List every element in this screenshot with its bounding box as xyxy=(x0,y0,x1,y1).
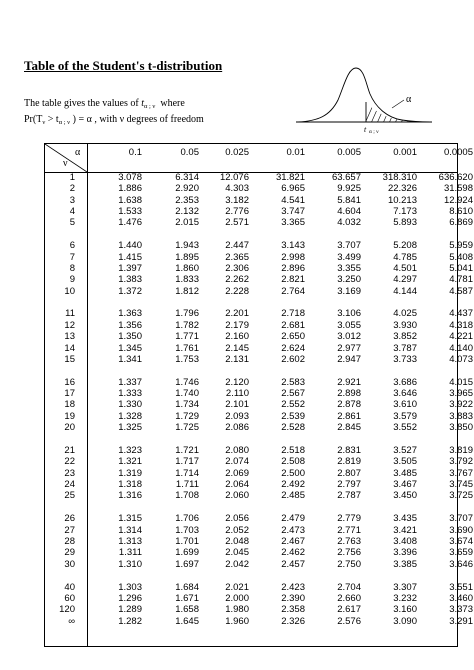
critical-value: 5.841 xyxy=(337,195,361,206)
critical-value: 1.372 xyxy=(118,286,142,297)
critical-value: 2.819 xyxy=(337,456,361,467)
critical-value: 3.852 xyxy=(393,331,417,342)
critical-value: 3.408 xyxy=(393,536,417,547)
t-symbol: t xyxy=(141,98,144,109)
critical-value: 3.646 xyxy=(449,559,473,570)
critical-value: 2.681 xyxy=(281,320,305,331)
critical-value: 2.920 xyxy=(175,183,199,194)
critical-value: 2.861 xyxy=(337,411,361,422)
degrees-of-freedom: 60 xyxy=(64,593,75,604)
critical-value: 1.717 xyxy=(175,456,199,467)
critical-value: 3.883 xyxy=(449,411,473,422)
critical-value: 3.307 xyxy=(393,582,417,593)
critical-value: 2.571 xyxy=(225,217,249,228)
critical-value: 3.659 xyxy=(449,547,473,558)
critical-value: 2.326 xyxy=(281,616,305,627)
critical-value: 2.704 xyxy=(337,582,361,593)
critical-value: 4.073 xyxy=(449,354,473,365)
critical-value: 4.604 xyxy=(337,206,361,217)
critical-value: 2.764 xyxy=(281,286,305,297)
critical-value: 1.734 xyxy=(175,399,199,410)
critical-value: 2.000 xyxy=(225,593,249,604)
critical-value: 3.291 xyxy=(449,616,473,627)
critical-value: 3.922 xyxy=(449,399,473,410)
critical-value: 3.055 xyxy=(337,320,361,331)
critical-value: 2.896 xyxy=(281,263,305,274)
critical-value: 2.776 xyxy=(225,206,249,217)
critical-value: 5.408 xyxy=(449,252,473,263)
critical-value: 1.282 xyxy=(118,616,142,627)
critical-value: 2.048 xyxy=(225,536,249,547)
critical-value: 1.708 xyxy=(175,490,199,501)
critical-value: 3.012 xyxy=(337,331,361,342)
critical-value: 3.686 xyxy=(393,377,417,388)
t-label-subscript: α ; ν xyxy=(369,129,379,134)
critical-value: 4.144 xyxy=(393,286,417,297)
critical-value: 1.363 xyxy=(118,308,142,319)
critical-value: 3.421 xyxy=(393,525,417,536)
degrees-of-freedom: 16 xyxy=(64,377,75,388)
degrees-of-freedom: 2 xyxy=(69,183,75,194)
critical-value: 6.869 xyxy=(449,217,473,228)
critical-value: 2.120 xyxy=(225,377,249,388)
critical-value: 2.878 xyxy=(337,399,361,410)
critical-value: 1.860 xyxy=(175,263,199,274)
critical-value: 1.812 xyxy=(175,286,199,297)
critical-value: 2.179 xyxy=(225,320,249,331)
critical-value: 2.101 xyxy=(225,399,249,410)
critical-value: 22.326 xyxy=(387,183,417,194)
alpha-column-header: 0.025 xyxy=(225,147,249,158)
critical-value: 1.729 xyxy=(175,411,199,422)
critical-value: 1.711 xyxy=(175,479,199,490)
critical-value: 2.518 xyxy=(281,445,305,456)
critical-value: 1.943 xyxy=(175,240,199,251)
critical-value: 2.977 xyxy=(337,343,361,354)
critical-value: 3.182 xyxy=(225,195,249,206)
critical-value: 1.782 xyxy=(175,320,199,331)
critical-value: 2.052 xyxy=(225,525,249,536)
critical-value: 318.310 xyxy=(382,172,417,183)
critical-value: 1.725 xyxy=(175,422,199,433)
degrees-of-freedom: 40 xyxy=(64,582,75,593)
critical-value: 1.740 xyxy=(175,388,199,399)
critical-value: 3.365 xyxy=(281,217,305,228)
degrees-of-freedom: 17 xyxy=(64,388,75,399)
critical-value: 2.093 xyxy=(225,411,249,422)
critical-value: 3.787 xyxy=(393,343,417,354)
degrees-of-freedom: 5 xyxy=(69,217,75,228)
critical-value: 4.297 xyxy=(393,274,417,285)
critical-value: 3.460 xyxy=(449,593,473,604)
alpha-column-header: 0.001 xyxy=(393,147,417,158)
degrees-of-freedom: 14 xyxy=(64,343,75,354)
critical-value: 1.356 xyxy=(118,320,142,331)
critical-value: 2.718 xyxy=(281,308,305,319)
critical-value: 7.173 xyxy=(393,206,417,217)
critical-value: 2.500 xyxy=(281,468,305,479)
critical-value: 2.528 xyxy=(281,422,305,433)
degrees-of-freedom: 13 xyxy=(64,331,75,342)
critical-value: 2.021 xyxy=(225,582,249,593)
critical-value: 3.792 xyxy=(449,456,473,467)
degrees-of-freedom: 21 xyxy=(64,445,75,456)
critical-value: 3.819 xyxy=(449,445,473,456)
critical-value: 3.850 xyxy=(449,422,473,433)
critical-value: 2.797 xyxy=(337,479,361,490)
critical-value: 2.262 xyxy=(225,274,249,285)
degrees-of-freedom: 11 xyxy=(65,308,75,319)
critical-value: 2.056 xyxy=(225,513,249,524)
description-line-1 xyxy=(24,98,185,110)
degrees-of-freedom: 27 xyxy=(64,525,75,536)
critical-value: 4.015 xyxy=(449,377,473,388)
critical-value: 2.086 xyxy=(225,422,249,433)
critical-value: 31.821 xyxy=(275,172,305,183)
critical-value: 3.467 xyxy=(393,479,417,490)
degrees-of-freedom: 30 xyxy=(64,559,75,570)
critical-value: 2.771 xyxy=(337,525,361,536)
critical-value: 1.658 xyxy=(175,604,199,615)
critical-value: 1.771 xyxy=(175,331,199,342)
critical-value: 3.527 xyxy=(393,445,417,456)
t-alpha-nu-subscript: α ; ν xyxy=(58,119,71,126)
degrees-of-freedom: 1 xyxy=(69,172,75,183)
degrees-of-freedom: 28 xyxy=(64,536,75,547)
description-text: The table gives the values of xyxy=(24,98,139,109)
critical-value: 2.457 xyxy=(281,559,305,570)
critical-value: 5.959 xyxy=(449,240,473,251)
alpha-column-header: 0.05 xyxy=(180,147,199,158)
critical-value: 4.785 xyxy=(393,252,417,263)
critical-value: 2.624 xyxy=(281,343,305,354)
degrees-of-freedom: 120 xyxy=(59,604,75,615)
critical-value: 1.323 xyxy=(118,445,142,456)
critical-value: 1.341 xyxy=(118,354,142,365)
critical-value: 2.602 xyxy=(281,354,305,365)
pr-expression-end: ) = α , with ν degrees of freedom xyxy=(70,114,204,125)
alpha-column-header: 0.005 xyxy=(337,147,361,158)
critical-value: 2.583 xyxy=(281,377,305,388)
t-subscript: α ; ν xyxy=(143,103,156,110)
critical-value: 1.671 xyxy=(175,593,199,604)
critical-value: 1.886 xyxy=(118,183,142,194)
critical-value: 1.321 xyxy=(118,456,142,467)
degrees-of-freedom: 15 xyxy=(64,354,75,365)
critical-value: 2.015 xyxy=(175,217,199,228)
critical-value: 2.353 xyxy=(175,195,199,206)
degrees-of-freedom: 9 xyxy=(69,274,75,285)
degrees-of-freedom: 26 xyxy=(64,513,75,524)
critical-value: 1.533 xyxy=(118,206,142,217)
critical-value: 2.160 xyxy=(225,331,249,342)
pr-expression-mid: > t xyxy=(45,114,59,125)
critical-value: 3.674 xyxy=(449,536,473,547)
critical-value: 1.310 xyxy=(118,559,142,570)
critical-value: 2.131 xyxy=(225,354,249,365)
critical-value: 3.396 xyxy=(393,547,417,558)
critical-value: 1.701 xyxy=(175,536,199,547)
critical-value: 1.746 xyxy=(175,377,199,388)
critical-value: 2.807 xyxy=(337,468,361,479)
critical-value: 3.725 xyxy=(449,490,473,501)
critical-value: 2.473 xyxy=(281,525,305,536)
critical-value: 3.767 xyxy=(449,468,473,479)
critical-value: 1.296 xyxy=(118,593,142,604)
critical-value: 12.924 xyxy=(443,195,473,206)
critical-value: 1.703 xyxy=(175,525,199,536)
critical-value: 1.895 xyxy=(175,252,199,263)
critical-value: 1.638 xyxy=(118,195,142,206)
critical-value: 2.567 xyxy=(281,388,305,399)
critical-value: 3.690 xyxy=(449,525,473,536)
page-title: Table of the Student's t-distribution xyxy=(24,58,223,73)
degrees-of-freedom: 22 xyxy=(64,456,75,467)
critical-value: 1.313 xyxy=(118,536,142,547)
critical-value: 1.415 xyxy=(118,252,142,263)
critical-value: 2.462 xyxy=(281,547,305,558)
critical-value: 4.501 xyxy=(393,263,417,274)
critical-value: 12.076 xyxy=(219,172,249,183)
critical-value: 2.947 xyxy=(337,354,361,365)
critical-value: 1.761 xyxy=(175,343,199,354)
critical-value: 3.250 xyxy=(337,274,361,285)
critical-value: 2.898 xyxy=(337,388,361,399)
critical-value: 1.960 xyxy=(225,616,249,627)
critical-value: 1.753 xyxy=(175,354,199,365)
critical-value: 3.169 xyxy=(337,286,361,297)
critical-value: 63.657 xyxy=(331,172,361,183)
degrees-of-freedom: 7 xyxy=(69,252,75,263)
critical-value: 4.025 xyxy=(393,308,417,319)
degrees-of-freedom: 6 xyxy=(69,240,75,251)
critical-value: 2.763 xyxy=(337,536,361,547)
critical-value: 1.319 xyxy=(118,468,142,479)
critical-value: 10.213 xyxy=(387,195,417,206)
degrees-of-freedom: 23 xyxy=(64,468,75,479)
degrees-of-freedom: 19 xyxy=(64,411,75,422)
critical-value: 2.390 xyxy=(281,593,305,604)
degrees-of-freedom: 3 xyxy=(69,195,75,206)
critical-value: 2.617 xyxy=(337,604,361,615)
critical-value: 1.328 xyxy=(118,411,142,422)
critical-value: 1.383 xyxy=(118,274,142,285)
critical-value: 3.733 xyxy=(393,354,417,365)
critical-value: 3.579 xyxy=(393,411,417,422)
critical-value: 1.796 xyxy=(175,308,199,319)
description-line-2 xyxy=(24,114,204,126)
degrees-of-freedom: 8 xyxy=(69,263,75,274)
critical-value: 2.042 xyxy=(225,559,249,570)
critical-value: 2.552 xyxy=(281,399,305,410)
critical-value: 1.706 xyxy=(175,513,199,524)
critical-value: 1.289 xyxy=(118,604,142,615)
critical-value: 3.143 xyxy=(281,240,305,251)
critical-value: 6.314 xyxy=(175,172,199,183)
degrees-of-freedom: 12 xyxy=(64,320,75,331)
critical-value: 31.598 xyxy=(443,183,473,194)
critical-value: 1.318 xyxy=(118,479,142,490)
critical-value: 2.132 xyxy=(175,206,199,217)
critical-value: 2.110 xyxy=(225,388,249,399)
critical-value: 2.821 xyxy=(281,274,305,285)
degrees-of-freedom: ∞ xyxy=(68,616,75,627)
critical-value: 2.576 xyxy=(337,616,361,627)
critical-value: 1.337 xyxy=(118,377,142,388)
alpha-column-header: 0.01 xyxy=(286,147,305,158)
critical-value: 2.492 xyxy=(281,479,305,490)
pr-expression: Pr(T xyxy=(24,114,43,125)
critical-value: 2.060 xyxy=(225,490,249,501)
critical-value: 1.311 xyxy=(118,547,142,558)
critical-value: 5.041 xyxy=(449,263,473,274)
critical-value: 2.660 xyxy=(337,593,361,604)
critical-value: 1.440 xyxy=(118,240,142,251)
critical-value: 2.358 xyxy=(281,604,305,615)
critical-value: 5.893 xyxy=(393,217,417,228)
critical-value: 4.437 xyxy=(449,308,473,319)
critical-value: 3.355 xyxy=(337,263,361,274)
critical-value: 2.650 xyxy=(281,331,305,342)
critical-value: 3.078 xyxy=(118,172,142,183)
critical-value: 2.447 xyxy=(225,240,249,251)
tv-subscript: ν xyxy=(42,119,46,126)
critical-value: 3.707 xyxy=(449,513,473,524)
critical-value: 3.232 xyxy=(393,593,417,604)
critical-value: 1.333 xyxy=(118,388,142,399)
critical-value: 1.325 xyxy=(118,422,142,433)
critical-value: 2.539 xyxy=(281,411,305,422)
critical-value: 4.303 xyxy=(225,183,249,194)
critical-value: 3.499 xyxy=(337,252,361,263)
critical-value: 4.140 xyxy=(449,343,473,354)
t-label: t xyxy=(364,125,367,134)
alpha-pointer xyxy=(392,100,404,108)
critical-value: 2.074 xyxy=(225,456,249,467)
critical-value: 1.314 xyxy=(118,525,142,536)
critical-value: 2.921 xyxy=(337,377,361,388)
critical-value: 8.610 xyxy=(449,206,473,217)
critical-value: 1.315 xyxy=(118,513,142,524)
critical-value: 1.684 xyxy=(175,582,199,593)
critical-value: 3.106 xyxy=(337,308,361,319)
critical-value: 2.779 xyxy=(337,513,361,524)
degrees-of-freedom: 29 xyxy=(64,547,75,558)
critical-value: 2.080 xyxy=(225,445,249,456)
critical-value: 3.747 xyxy=(281,206,305,217)
critical-value: 3.373 xyxy=(449,604,473,615)
critical-value: 3.707 xyxy=(337,240,361,251)
critical-value: 1.833 xyxy=(175,274,199,285)
critical-value: 2.756 xyxy=(337,547,361,558)
critical-value: 3.930 xyxy=(393,320,417,331)
critical-value: 3.160 xyxy=(393,604,417,615)
critical-value: 1.397 xyxy=(118,263,142,274)
degrees-of-freedom: 18 xyxy=(64,399,75,410)
critical-value: 2.423 xyxy=(281,582,305,593)
critical-value: 1.316 xyxy=(118,490,142,501)
critical-value: 9.925 xyxy=(337,183,361,194)
degrees-of-freedom: 4 xyxy=(69,206,75,217)
critical-value: 2.467 xyxy=(281,536,305,547)
critical-value: 3.385 xyxy=(393,559,417,570)
description-text-end: where xyxy=(160,98,185,109)
critical-value: 3.435 xyxy=(393,513,417,524)
critical-value: 3.090 xyxy=(393,616,417,627)
critical-value: 2.201 xyxy=(225,308,249,319)
critical-value: 3.505 xyxy=(393,456,417,467)
critical-value: 1.330 xyxy=(118,399,142,410)
critical-value: 1.721 xyxy=(175,445,199,456)
critical-value: 2.831 xyxy=(337,445,361,456)
critical-value: 2.365 xyxy=(225,252,249,263)
critical-value: 2.145 xyxy=(225,343,249,354)
critical-value: 3.745 xyxy=(449,479,473,490)
critical-value: 1.303 xyxy=(118,582,142,593)
critical-value: 1.345 xyxy=(118,343,142,354)
critical-value: 2.787 xyxy=(337,490,361,501)
critical-value: 3.965 xyxy=(449,388,473,399)
critical-value: 2.479 xyxy=(281,513,305,524)
critical-value: 3.450 xyxy=(393,490,417,501)
critical-value: 1.980 xyxy=(225,604,249,615)
critical-value: 3.551 xyxy=(449,582,473,593)
critical-value: 3.646 xyxy=(393,388,417,399)
critical-value: 2.508 xyxy=(281,456,305,467)
critical-value: 4.318 xyxy=(449,320,473,331)
t-distribution-figure xyxy=(296,60,432,134)
critical-value: 4.587 xyxy=(449,286,473,297)
critical-value: 1.350 xyxy=(118,331,142,342)
critical-value: 1.714 xyxy=(175,468,199,479)
alpha-column-header: 0.0005 xyxy=(443,147,473,158)
critical-value: 2.750 xyxy=(337,559,361,570)
critical-value: 2.069 xyxy=(225,468,249,479)
critical-value: 4.781 xyxy=(449,274,473,285)
critical-value: 3.610 xyxy=(393,399,417,410)
critical-value: 2.045 xyxy=(225,547,249,558)
degrees-of-freedom: 10 xyxy=(64,286,75,297)
critical-value: 636.620 xyxy=(438,172,473,183)
critical-value: 2.485 xyxy=(281,490,305,501)
critical-value: 1.699 xyxy=(175,547,199,558)
critical-value: 5.208 xyxy=(393,240,417,251)
critical-value: 3.552 xyxy=(393,422,417,433)
degrees-of-freedom: 25 xyxy=(64,490,75,501)
critical-value: 4.541 xyxy=(281,195,305,206)
critical-value: 2.064 xyxy=(225,479,249,490)
critical-value: 4.032 xyxy=(337,217,361,228)
alpha-column-header: 0.1 xyxy=(128,147,142,158)
alpha-label: α xyxy=(406,94,412,105)
critical-value: 1.476 xyxy=(118,217,142,228)
degrees-of-freedom: 24 xyxy=(64,479,75,490)
critical-value: 2.306 xyxy=(225,263,249,274)
nu-header: ν xyxy=(63,158,68,169)
critical-value: 1.645 xyxy=(175,616,199,627)
alpha-header: α xyxy=(75,147,81,158)
critical-value: 2.998 xyxy=(281,252,305,263)
critical-value: 3.485 xyxy=(393,468,417,479)
critical-value: 1.697 xyxy=(175,559,199,570)
critical-value: 4.221 xyxy=(449,331,473,342)
critical-value: 6.965 xyxy=(281,183,305,194)
critical-value: 2.228 xyxy=(225,286,249,297)
degrees-of-freedom: 20 xyxy=(64,422,75,433)
t-distribution-table xyxy=(44,143,473,647)
critical-value: 2.845 xyxy=(337,422,361,433)
